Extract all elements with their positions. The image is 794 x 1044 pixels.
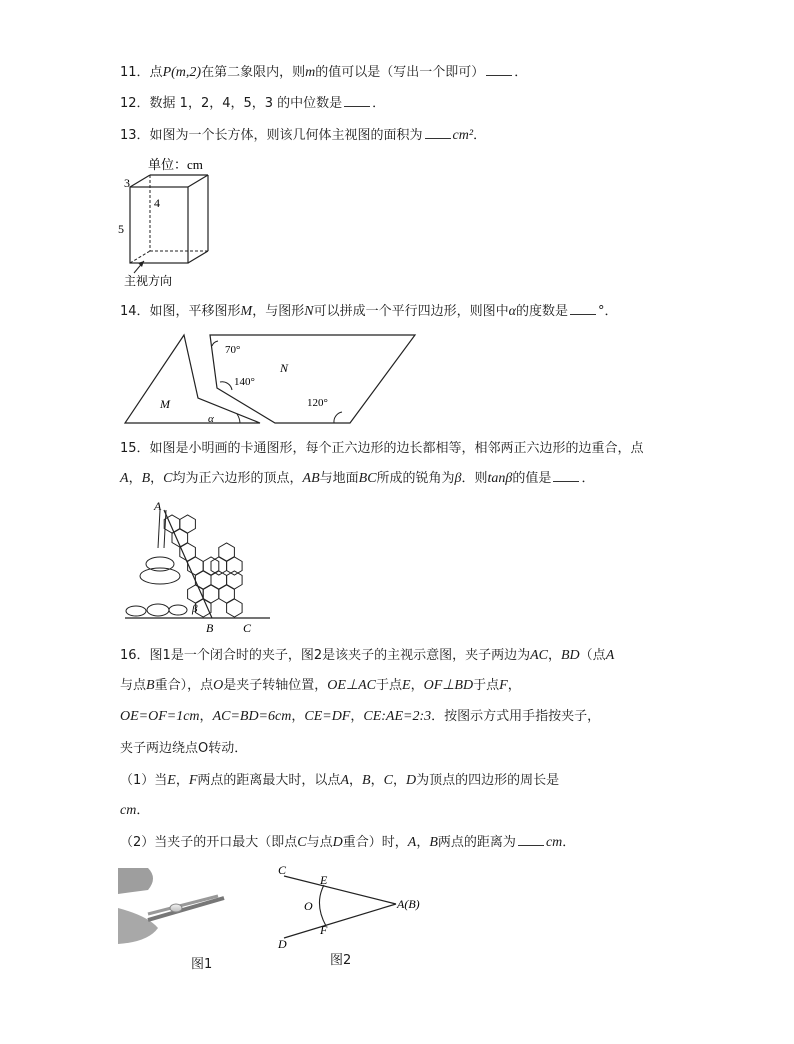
q16-line3: OE=OF=1cm，AC=BD=6cm，CE=DF，CE:AE=2:3．按图示方式用手指按夹子，	[120, 709, 601, 724]
answer-blank[interactable]	[344, 94, 370, 107]
answer-blank[interactable]	[486, 63, 512, 76]
svg-text:70°: 70°	[225, 344, 241, 356]
q16-line1: 16．图1是一个闭合时的夹子，图2是该夹子的主视示意图，夹子两边为AC，BD（点A	[120, 648, 615, 663]
answer-blank[interactable]	[518, 833, 544, 846]
svg-text:M: M	[160, 397, 170, 411]
hexagon-cell	[195, 599, 211, 617]
svg-text:α: α	[208, 413, 214, 425]
svg-text:B: B	[206, 621, 214, 635]
q16-part1: （1）当E，F两点的距离最大时，以点A，B，C，D为顶点的四边形的周长是	[120, 773, 560, 788]
answer-blank[interactable]	[425, 126, 451, 139]
hexagon-cell	[227, 599, 243, 617]
svg-text:140°: 140°	[234, 376, 255, 388]
svg-text:β: β	[192, 603, 198, 615]
answer-blank[interactable]	[570, 302, 596, 315]
q14-text: 14．如图，平移图形M，与图形N可以拼成一个平行四边形，则图中α的度数是 °．	[120, 304, 618, 319]
svg-text:A: A	[154, 499, 162, 513]
answer-blank[interactable]	[553, 469, 579, 482]
fig2-caption: 图2	[330, 953, 352, 968]
hexagon-cell	[227, 557, 243, 575]
svg-text:D: D	[278, 937, 287, 951]
svg-text:单位：cm: 单位：cm	[148, 157, 203, 172]
q16-part2: （2）当夹子的开口最大（即点C与点D重合）时，A，B两点的距离为 cm．	[120, 835, 576, 850]
svg-text:主视方向: 主视方向	[124, 274, 173, 288]
q16-line4: 夹子两边绕点O转动．	[120, 741, 248, 756]
svg-text:E: E	[320, 873, 328, 887]
parallelogram-figure	[120, 330, 420, 430]
svg-text:O: O	[304, 899, 313, 913]
clip-photo	[118, 868, 228, 948]
clip-diagram	[270, 862, 430, 952]
svg-text:C: C	[278, 863, 287, 877]
cuboid-figure	[112, 155, 222, 290]
q15-line1: 15．如图是小明画的卡通图形，每个正六边形的边长都相等，相邻两正六边形的边重合，点	[120, 441, 644, 456]
svg-text:5: 5	[118, 222, 124, 236]
svg-text:4: 4	[154, 196, 160, 210]
svg-text:C: C	[243, 621, 252, 635]
svg-text:F: F	[320, 923, 328, 937]
svg-text:N: N	[280, 361, 289, 375]
svg-text:A(B): A(B)	[397, 897, 420, 911]
hexagon-cartoon-figure	[120, 498, 280, 638]
q15-line2: A，B，C均为正六边形的顶点，AB与地面BC所成的锐角为β．则tanβ的值是 ．	[120, 471, 595, 486]
q16-part1-unit: cm．	[120, 803, 150, 818]
svg-text:120°: 120°	[307, 397, 328, 409]
svg-text:3: 3	[124, 176, 130, 190]
q12-text: 12．数据 1，2，4，5，3 的中位数是 ．	[120, 96, 386, 111]
q16-line2: 与点B重合），点O是夹子转轴位置，OE⊥AC于点E，OF⊥BD于点F，	[120, 678, 521, 693]
q13-text: 13．如图为一个长方体，则该几何体主视图的面积为 cm²．	[120, 128, 487, 143]
q11-text: 11．点P(m,2)在第二象限内，则m的值可以是（写出一个即可） ．	[120, 65, 528, 80]
fig1-caption: 图1	[191, 957, 213, 972]
